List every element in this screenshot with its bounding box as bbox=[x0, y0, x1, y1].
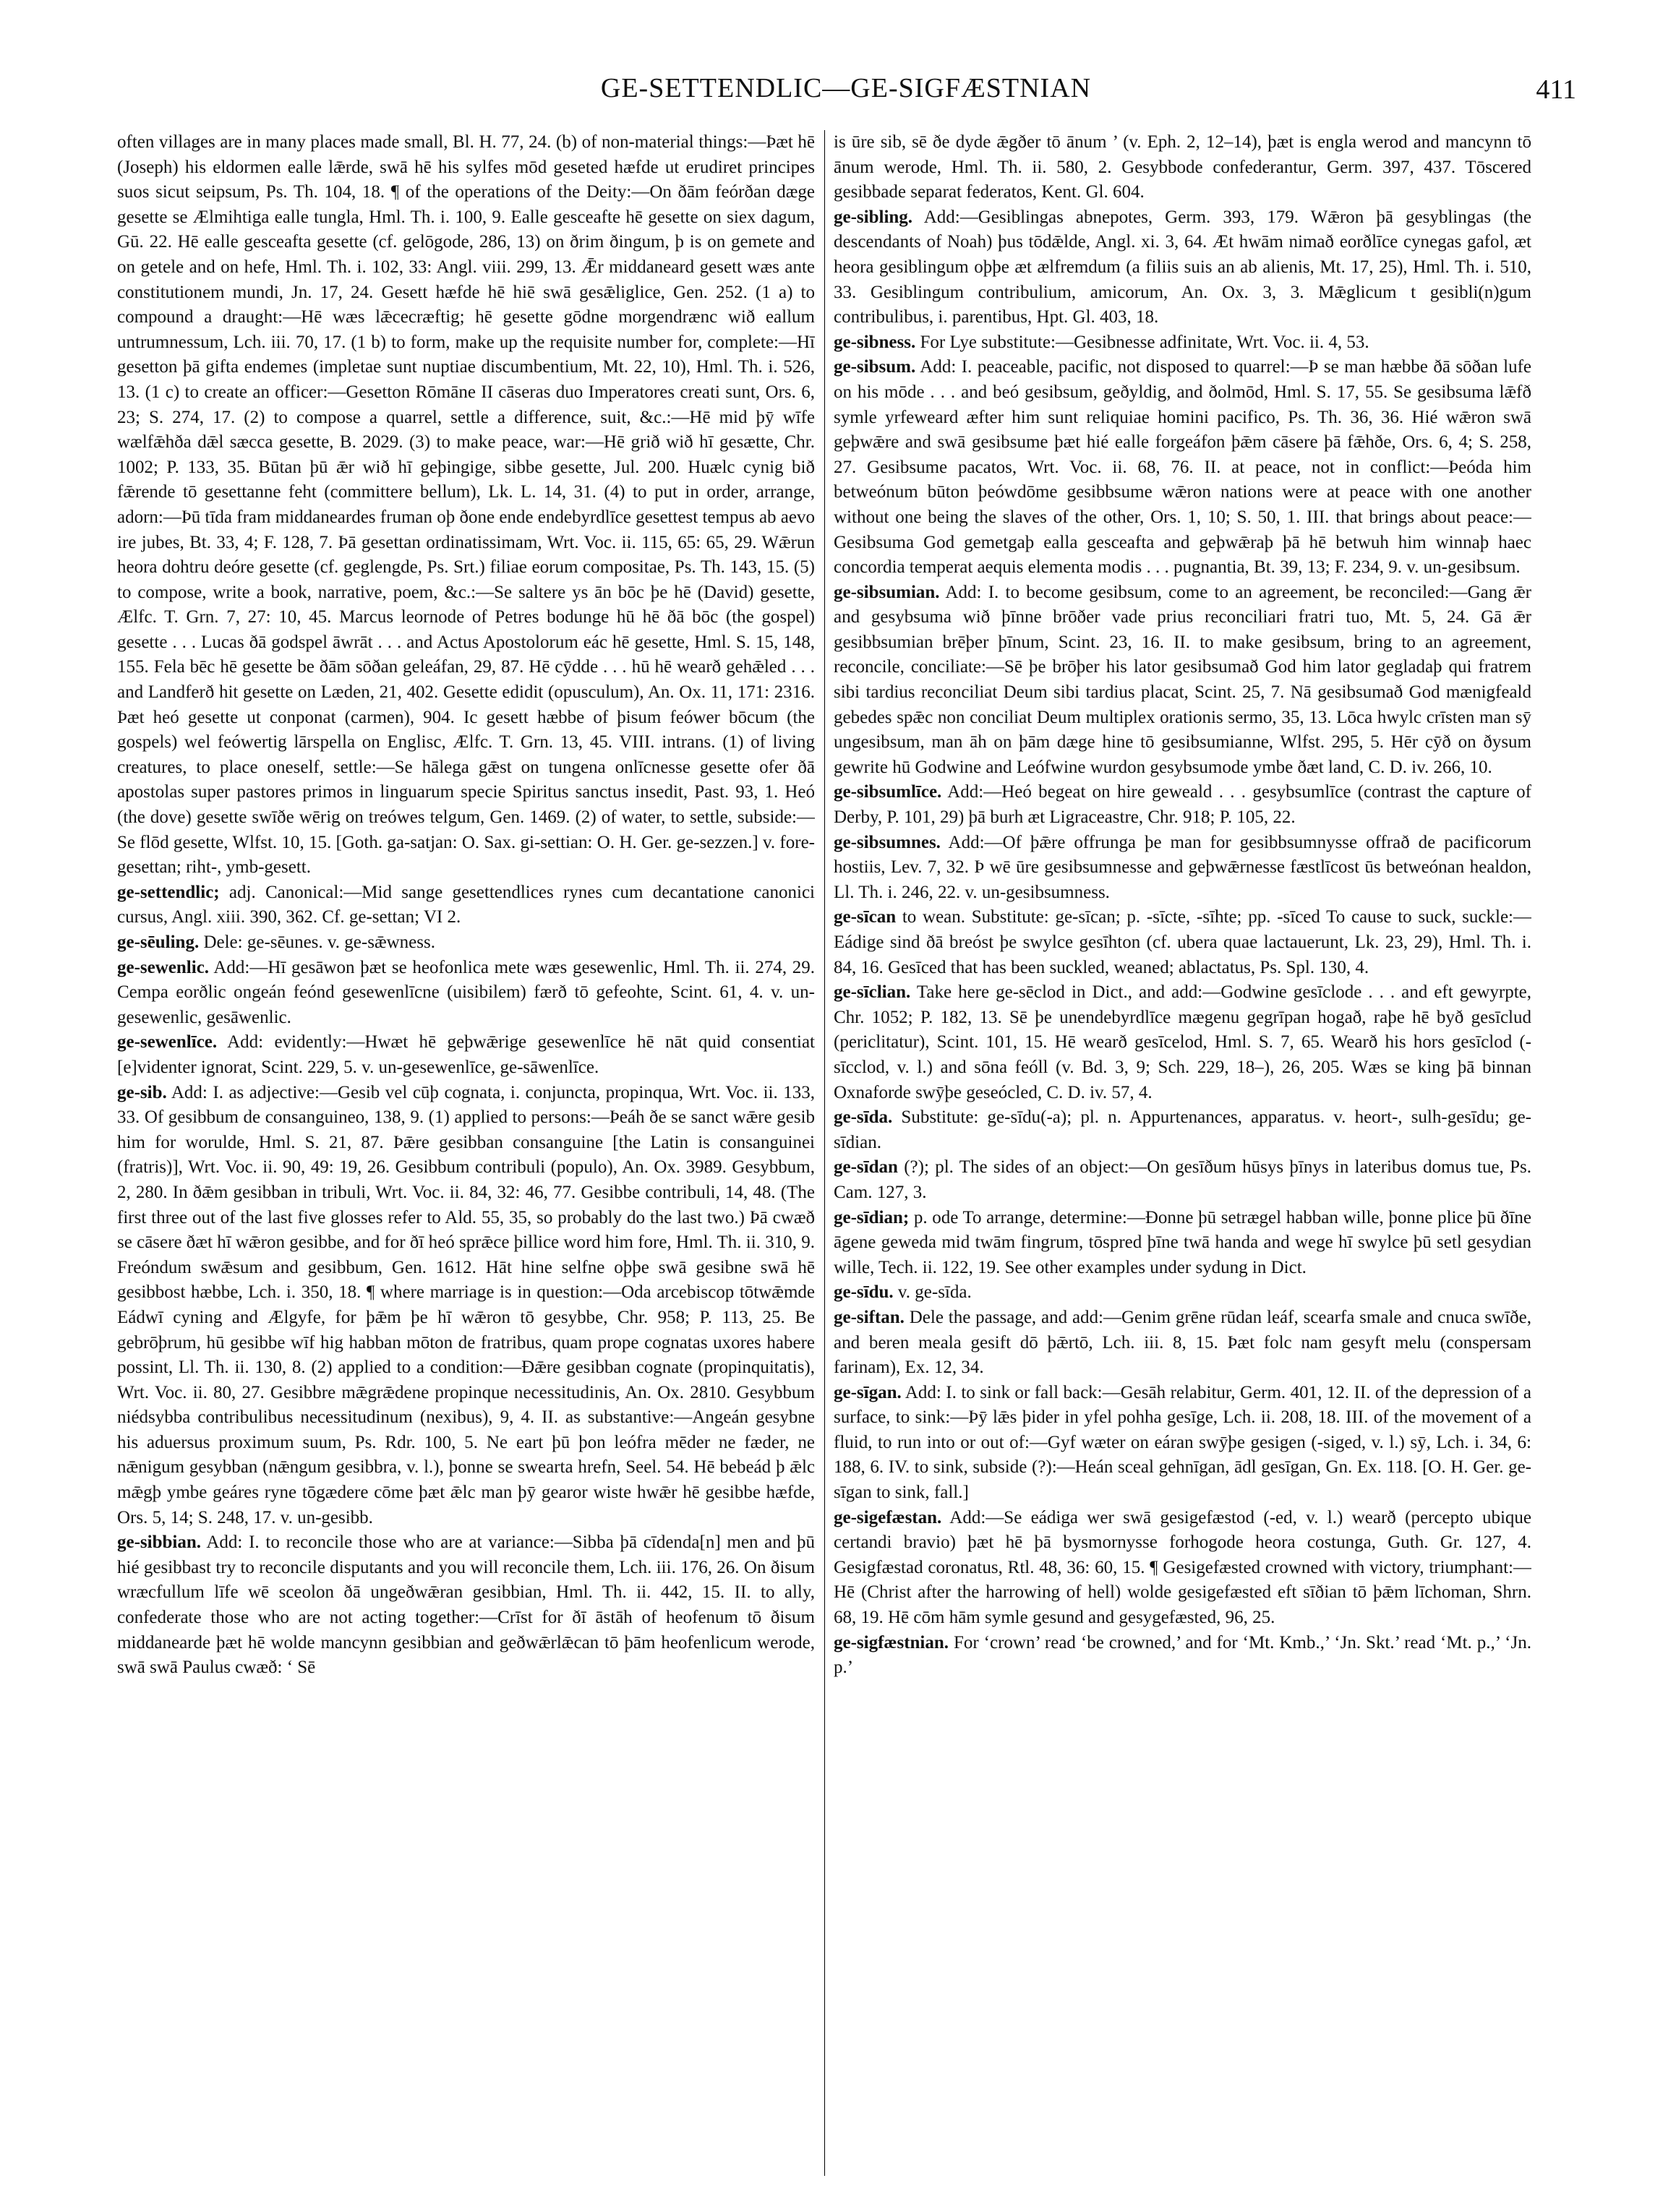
entry-text: Substitute: ge-sīdu(-a); pl. n. Appurtenances, apparatus. v. heort-, sulh-gesīdu; ge-sīdian. bbox=[834, 1107, 1531, 1152]
dictionary-entry bbox=[117, 880, 815, 930]
dictionary-entry bbox=[834, 580, 1531, 781]
entry-text: is ūre sib, sē ðe dyde ǣgðer tō ānum ’ (v. Eph. 2, 12–14), þæt is engla werod and mancynn tō ānum werode, Hml. Th. ii. 580, 2. Gesybbode confederantur, Germ. 397, 437. Tōscered gesibbade separat federatos, Kent. Gl. 604. bbox=[834, 132, 1531, 202]
entry-text: Add:—Hī gesāwon þæt se heofonlica mete wæs gesewenlic, Hml. Th. ii. 274, 29. Cempa eorðlic ongeán feónd gesewenlīcne (uisibilem) færð tō gefeohte, Scint. 61, 4. v. un-gesewenlic, gesāwenlic. bbox=[117, 957, 815, 1027]
entry-headword: ge-sibsumlīce. bbox=[834, 782, 942, 802]
dictionary-entry bbox=[117, 930, 815, 956]
entry-headword: ge-sīclian. bbox=[834, 982, 911, 1003]
dictionary-entry bbox=[117, 1030, 815, 1080]
dictionary-entry bbox=[834, 1506, 1531, 1631]
dictionary-entry bbox=[834, 1105, 1531, 1155]
entry-text: to wean. Substitute: ge-sīcan; p. -sīcte, -sīhte; pp. -sīced To cause to suck, suckle:—Eádige sind ðā breóst þe swylce gesīhton (cf. ubera quae lactauerunt, Lk. 23, 29), Hml. Th. i. 84, 16. Gesīced that has been suckled, weaned; ablactatus, Ps. Spl. 130, 4. bbox=[834, 907, 1531, 977]
dictionary-entry bbox=[117, 956, 815, 1031]
entry-headword: ge-sewenlīce. bbox=[117, 1032, 218, 1053]
entry-text: Add:—Gesiblingas abnepotes, Germ. 393, 179. Wǣron þā gesyblingas (the descendants of Noah) þus tōdǣlde, Angl. xi. 3, 64. Æt hwām nimað eorðlīce cynegas gafol, æt heora gesiblingum oþþe æt ælfremdum (a filiis suis an ab alienis, Mt. 17, 25), Hml. Th. i. 510, 33. Gesiblingum contribulium, amicorum, An. Ox. 3, 3. Mǣglicum t gesibli(n)gum contribulibus, i. parentibus, Hpt. Gl. 403, 18. bbox=[834, 207, 1531, 327]
entry-headword: ge-sigefæstan. bbox=[834, 1507, 942, 1527]
entry-headword: ge-sīdan bbox=[834, 1157, 898, 1178]
entry-headword: ge-sīdu. bbox=[834, 1282, 894, 1303]
entry-text: Add:—Se eádiga wer swā gesigefæstod (-ed, v. l.) wearð (percepto ubique certandi bravio) þæt hē þā bysmornysse forhogode heora costunga, Guth. Gr. 127, 4. Gesigfæstad coronatus, Rtl. 48, 36: 60, 15. ¶ Gesigefæsted crowned with victory, triumphant:—Hē (Christ after the harrowing of hell) wolde gesigefæsted eft sīðian tō þǣm līchoman, Shrn. 68, 19. Hē cōm hām symle gesund and gesygefæsted, 96, 25. bbox=[834, 1507, 1531, 1628]
entry-headword: ge-settendlic; bbox=[117, 882, 220, 902]
dictionary-entry bbox=[834, 1631, 1531, 1681]
dictionary-entry bbox=[834, 1155, 1531, 1205]
dictionary-entry bbox=[834, 1206, 1531, 1281]
entry-text: (?); pl. The sides of an object:—On gesīðum hūsys þīnys in lateribus domus tue, Ps. Cam. 127, 3. bbox=[834, 1157, 1531, 1202]
entry-headword: ge-sēuling. bbox=[117, 933, 200, 952]
entry-text: often villages are in many places made small, Bl. H. 77, 24. (b) of non-material things:—Þæt hē (Joseph) his eldormen ealle lǣrde, swā hē his sylfes mōd geseted hæfde ut erudiret principes suos sicut seipsum, Ps. Th. 104, 18. ¶ of the operations of the Deity:—On ðām feórðan dæge gesette se Ælmihtiga ealle tungla, Hml. Th. i. 100, 9. Ealle gesceafte hē gesette on siex dagum, Gū. 22. Hē ealle gesceafta gesette (cf. gelōgode, 286, 13) on ðrim ðingum, þ is on gemete and on getele and on hefe, Hml. Th. i. 102, 33: Angl. viii. 299, 13. Ǣr middaneard gesett wæs ante constitutionem mundi, Jn. 17, 24. Gesett hæfde hē hiē swā gesǣliglice, Gen. 252. (1 a) to compound a draught:—Hē wæs lǣcecræftig; hē gesette gōdne morgendrænc wið eallum untrumnessum, Lch. iii. 70, 17. (1 b) to form, make up the requisite number for, complete:—Hī gesetton þā gifta endemes (impletae sunt nuptiae discumbentium, Mt. 22, 10), Hml. Th. i. 526, 13. (1 c) to create an officer:—Gesetton Rōmāne II cāseras duo Imperatores creati sunt, Ors. 6, 23; S. 274, 17. (2) to compose a quarrel, settle a difference, suit, &c.:—Hē mid þȳ wīfe wælfǣhða dǣl sæcca gesette, B. 2029. (3) to make peace, war:—Hē grið wið hī gesætte, Chr. 1002; P. 133, 35. Būtan þū ǣr wið hī geþingige, sibbe gesette, Jul. 200. Huælc cynig bið fǣrende tō gesettanne feht (committere bellum), Lk. L. 14, 31. (4) to put in order, arrange, adorn:—Þū tīda fram middaneardes fruman oþ ðone ende endebyrdlīce gesettest tempus ab aevo ire jubes, Bt. 33, 4; F. 128, 7. Þā gesettan ordinatissimam, Wrt. Voc. ii. 115, 65: 65, 29. Wǣrun heora dohtru deóre gesette (cf. geglengde, Ps. Srt.) filiae eorum compositae, Ps. Th. 143, 15. (5) to compose, write a book, narrative, poem, &c.:—Se saltere ys ān bōc þe hē (David) gesette, Ælfc. T. Grn. 7, 27: 10, 45. Marcus leornode of Petres bodunge hū hē ðā bōc (the gospel) gesette . . . Lucas ðā godspel āwrāt . . . and Actus Apostolorum eác hē gesette, Hml. S. 15, 148, 155. Fela bēc hē gesette be ðām sōðan geleáfan, 29, 87. Hē cȳdde . . . hū hē wearð gehǣled . . . and Landferð hit gesette on Læden, 21, 402. Gesette edidit (opusculum), An. Ox. 11, 171: 2316. Þæt heó gesette ut conponat (carmen), 904. Ic gesett hæbbe of þisum feówer bōcum (the gospels) wel feówertig lārspella on Englisc, Ælfc. T. Grn. 13, 45. VIII. intrans. (1) of living creatures, to place oneself, settle:—Se hālega gǣst on tungena onlīcnesse gesette ofer ðā apostolas super pastores primos in linguarum specie Spiritus sanctus insedit, Past. 93, 1. Heó (the dove) gesette swīðe wērig on treówes telgum, Gen. 1469. (2) of water, to settle, subside:—Se flōd gesette, Wlfst. 10, 15. [Goth. ga-satjan: O. Sax. gi-settian: O. H. Ger. ge-sezzen.] v. fore-gesettan; riht-, ymb-gesett. bbox=[117, 132, 815, 878]
entry-headword: ge-sibsumian. bbox=[834, 582, 940, 602]
entry-text: Dele: ge-sēunes. v. ge-sǣwness. bbox=[199, 933, 435, 952]
entry-headword: ge-sibbian. bbox=[117, 1532, 202, 1553]
entry-text: Add: I. peaceable, pacific, not disposed to quarrel:—Þ se man hæbbe ðā sōðan lufe on his mōde . . . and beó gesibsum, geðyldig, and ðolmōd, Hml. S. 17, 55. Se gesibsuma lǣfð symle yrfeweard æfter him sunt reliquiae homini pacifico, Ps. Th. 36, 36. Hié wǣron swā geþwǣre and swā gesibsume þæt hié ealle forgeáfon þǣm cāsere þā fǣhðe, Ors. 6, 4; S. 258, 27. Gesibsume pacatos, Wrt. Voc. ii. 68, 76. II. at peace, not in conflict:—Þeóda him betweónum būton þeówdōme gesibbsume wǣron nations were at peace with one another without one being the slaves of the other, Ors. 1, 10; S. 50, 1. III. that brings about peace:—Gesibsuma God gemetgaþ ealla gesceafta and geþwǣraþ þā hē betwuh him winnaþ haec concordia temperat aequis elementa modis . . . pugnantia, Bt. 39, 13; F. 234, 9. v. un-gesibsum. bbox=[834, 357, 1531, 578]
entry-headword: ge-sibness. bbox=[834, 332, 916, 352]
dictionary-entry bbox=[117, 1530, 815, 1681]
running-title: GE-SETTENDLIC—GE-SIGFÆSTNIAN bbox=[600, 73, 1092, 103]
entry-text: p. ode To arrange, determine:—Ðonne þū setrægel habban wille, þonne plice þū ðīne āgene geweda mid twām fingrum, tōspred þīne twā handa and wege hī swylce þū setl gesydian wille, Tech. ii. 122, 19. See other examples under sydung in Dict. bbox=[834, 1207, 1531, 1277]
entry-text: Add: evidently:—Hwæt hē geþwǣrige gesewenlīce hē nāt quid consentiat [e]videnter ignorat, Scint. 229, 5. v. un-gesewenlīce, ge-sāwenlīce. bbox=[117, 1032, 815, 1077]
dictionary-entry bbox=[834, 1306, 1531, 1381]
entry-text: adj. Canonical:—Mid sange gesettendlices rynes cum decantatione canonici cursus, Angl. xiii. 390, 362. Cf. ge-settan; VI 2. bbox=[117, 882, 815, 927]
entry-headword: ge-siftan. bbox=[834, 1307, 905, 1327]
dictionary-entry bbox=[834, 905, 1531, 980]
dictionary-entry bbox=[117, 1081, 815, 1531]
dictionary-entry bbox=[117, 130, 815, 880]
entry-headword: ge-sigfæstnian. bbox=[834, 1632, 949, 1652]
entry-headword: ge-sibsum. bbox=[834, 357, 916, 377]
entry-headword: ge-sīda. bbox=[834, 1107, 893, 1128]
dictionary-entry bbox=[834, 205, 1531, 330]
entry-text: Dele the passage, and add:—Genim grēne rūdan leáf, scearfa smale and cnuca swīðe, and beren meala gesift dō þǣrtō, Lch. iii. 8, 15. Þæt folc nam gesyft melu (conspersam farinam), Ex. 12, 34. bbox=[834, 1307, 1531, 1378]
dictionary-entry bbox=[834, 1381, 1531, 1506]
entry-headword: ge-sibling. bbox=[834, 207, 913, 227]
entry-headword: ge-sīdian; bbox=[834, 1207, 910, 1227]
dictionary-entry bbox=[834, 980, 1531, 1105]
entry-text: Add: I. to reconcile those who are at variance:—Sibba þā cīdenda[n] men and þū hié gesibbast try to reconcile disputants and you will reconcile them, Lch. iii. 176, 26. On ðisum wræcfullum līfe wē sceolon ðā ungeðwǣran gesibbian, Hml. Th. ii. 442, 15. II. to ally, confederate those who are not acting together:—Crīst for ðī āstāh of heofenum tō ðisum middanearde þæt hē wolde mancynn gesibbian and geðwǣrlǣcan tō þām heofenlicum werode, swā swā Paulus cwæð: ‘ Sē bbox=[117, 1532, 815, 1678]
entry-headword: ge-sīcan bbox=[834, 907, 897, 927]
entry-headword: ge-sib. bbox=[117, 1082, 167, 1102]
entry-text: For Lye substitute:—Gesibnesse adfinitate, Wrt. Voc. ii. 4, 53. bbox=[915, 332, 1369, 352]
dictionary-entry bbox=[834, 831, 1531, 906]
page-number: 411 bbox=[1536, 74, 1576, 105]
entry-text: Add:—Of þǣre offrunga þe man for gesibbsumnysse offrað de pacificorum hostiis, Lev. 7, 32. Þ wē ūre gesibsumnesse and geþwǣrnesse fæstlīcost ūs betweónan healdon, Ll. Th. i. 246, 22. v. un-gesibsumness. bbox=[834, 832, 1531, 902]
entry-text: Add: I. to sink or fall back:—Gesāh relabitur, Germ. 401, 12. II. of the depression of a surface, to sink:—Þȳ lǣs þider in yfel pohha gesīge, Lch. ii. 208, 18. III. of the movement of a fluid, to run into or out of:—Gyf wæter on eáran swȳþe gesigen (-siged, v. l.) sȳ, Lch. i. 34, 6: 188, 6. IV. to sink, subside (?):—Heán sceal gehnīgan, ādl gesīgan, Gn. Ex. 118. [O. H. Ger. ge-sīgan to sink, fall.] bbox=[834, 1382, 1531, 1503]
entry-text: Add: I. to become gesibsum, come to an agreement, be reconciled:—Gang ǣr and gesybsuma wið þīnne brōðer vade prius reconciliari fratri tuo, Mt. 5, 24. Gā ǣr gesibbsumian brēþer þīnum, Scint. 23, 16. II. to make gesibsum, bring to an agreement, reconcile, conciliate:—Sē þe brōþer his lator gesibsumað God him lator gegladaþ qui fratrem sibi tardius reconciliat Deum sibi tardius placat, Scint. 25, 7. Nā gesibsumað God mænigfeald gebedes spǣc non conciliat Deum multiplex orationis sermo, 35, 13. Lōca hwylc crīsten man sȳ ungesibsum, man āh on þām dæge hine tō gesibsumianne, Wlfst. 295, 5. Hēr cȳð on ðysum gewrite hū Godwine and Leófwine wurdon gesybsumode ymbe ðæt land, C. D. iv. 266, 10. bbox=[834, 582, 1531, 777]
entry-headword: ge-sewenlic. bbox=[117, 957, 210, 977]
entry-text: v. ge-sīda. bbox=[893, 1282, 972, 1303]
dictionary-entry bbox=[834, 330, 1531, 356]
entry-text: Take here ge-sēclod in Dict., and add:—Godwine gesīclode . . . and eft gewyrpte, Chr. 1052; P. 182, 13. Sē þe unendebyrdlīce mægenu gegrīpan hogað, raþe hē byð gesīclud (periclitatur), Scint. 101, 15. Hē wearð gesīcelod, Hml. S. 7, 65. Wearð his hors gesīclod (-sīcclod, v. l.) and sōna feóll (v. Bd. 3, 9; Sch. 229, 18–), 26, 205. Wæs se king þā binnan Oxnaforde swȳþe geseócled, C. D. iv. 57, 4. bbox=[834, 982, 1531, 1102]
dictionary-entry bbox=[834, 1280, 1531, 1306]
column-divider bbox=[824, 130, 825, 2176]
entry-headword: ge-sīgan. bbox=[834, 1382, 902, 1402]
dictionary-entry bbox=[834, 355, 1531, 580]
left-column bbox=[117, 130, 815, 2183]
dictionary-entry bbox=[834, 130, 1531, 205]
right-column bbox=[834, 130, 1531, 2183]
entry-text: For ‘crown’ read ‘be crowned,’ and for ‘Mt. Kmb.,’ ‘Jn. Skt.’ read ‘Mt. p.,’ ‘Jn. p.’ bbox=[834, 1632, 1531, 1678]
entry-text: Add: I. as adjective:—Gesib vel cūþ cognata, i. conjuncta, propinqua, Wrt. Voc. ii. 133, 33. Of gesibbum de consanguineo, 138, 9. (1) applied to persons:—Þeáh ðe se sanct wǣre gesib him for worulde, Hml. S. 21, 87. Þǣre gesibban consanguine [the Latin is consanguinei (fratris)], Wrt. Voc. ii. 90, 49: 19, 26. Gesibbum contribuli (populo), An. Ox. 3989. Gesybbum, 2, 280. In ðǣm gesibban in tribuli, Wrt. Voc. ii. 84, 32: 46, 77. Gesibbe contribuli, 14, 48. (The first three out of the last five glosses refer to Ald. 55, 35, so probably do the last two.) Þā cwæð se cāsere ðæt hī wǣron gesibbe, and for ðī heó sprǣce þillice word him fore, Hml. Th. ii. 310, 9. Freóndum swǣsum and gesibbum, Gen. 1612. Hāt hine selfne oþþe swā gesibne swā hē gesibbost hæbbe, Lch. i. 350, 18. ¶ where marriage is in question:—Oda arcebiscop tōtwǣmde Eádwī cyning and Ælgyfe, for þǣm þe hī wǣron tō gesybbe, Chr. 958; P. 113, 25. Be gebrōþrum, hū gesibbe wīf hig habban mōton de fratribus, quam prope cognatas uxores habere possint, Ll. Th. ii. 130, 8. (2) applied to a condition:—Ðǣre gesibban cognate (propinquitatis), Wrt. Voc. ii. 80, 27. Gesibbre mǣgrǣdene propinque necessitudinis, An. Ox. 2810. Gesybbum niédsybba contribulibus necessitudinum (nexibus), 9, 4. II. as substantive:—Angeán gesybne his aduersus proximum suum, Ps. Rdr. 100, 5. Ne eart þū þon leófra mēder ne fæder, ne nǣnigum gesybban (nǣngum gesibbra, v. l.), þonne se swearta hrefn, Seel. 54. Hē bebeád þ ǣlc mǣgþ ymbe geáres ryne tōgædere cōme þæt ǣlc man þȳ gearor wiste hwǣr hē gesibbe hæfde, Ors. 5, 14; S. 248, 17. v. un-gesibb. bbox=[117, 1082, 815, 1527]
page-header bbox=[116, 72, 1576, 116]
dictionary-entry bbox=[834, 780, 1531, 830]
entry-text: Add:—Heó begeat on hire geweald . . . gesybsumlīce (contrast the capture of Derby, P. 101, 29) þā burh æt Ligraceastre, Chr. 918; P. 105, 22. bbox=[834, 782, 1531, 828]
entry-headword: ge-sibsumnes. bbox=[834, 832, 941, 852]
